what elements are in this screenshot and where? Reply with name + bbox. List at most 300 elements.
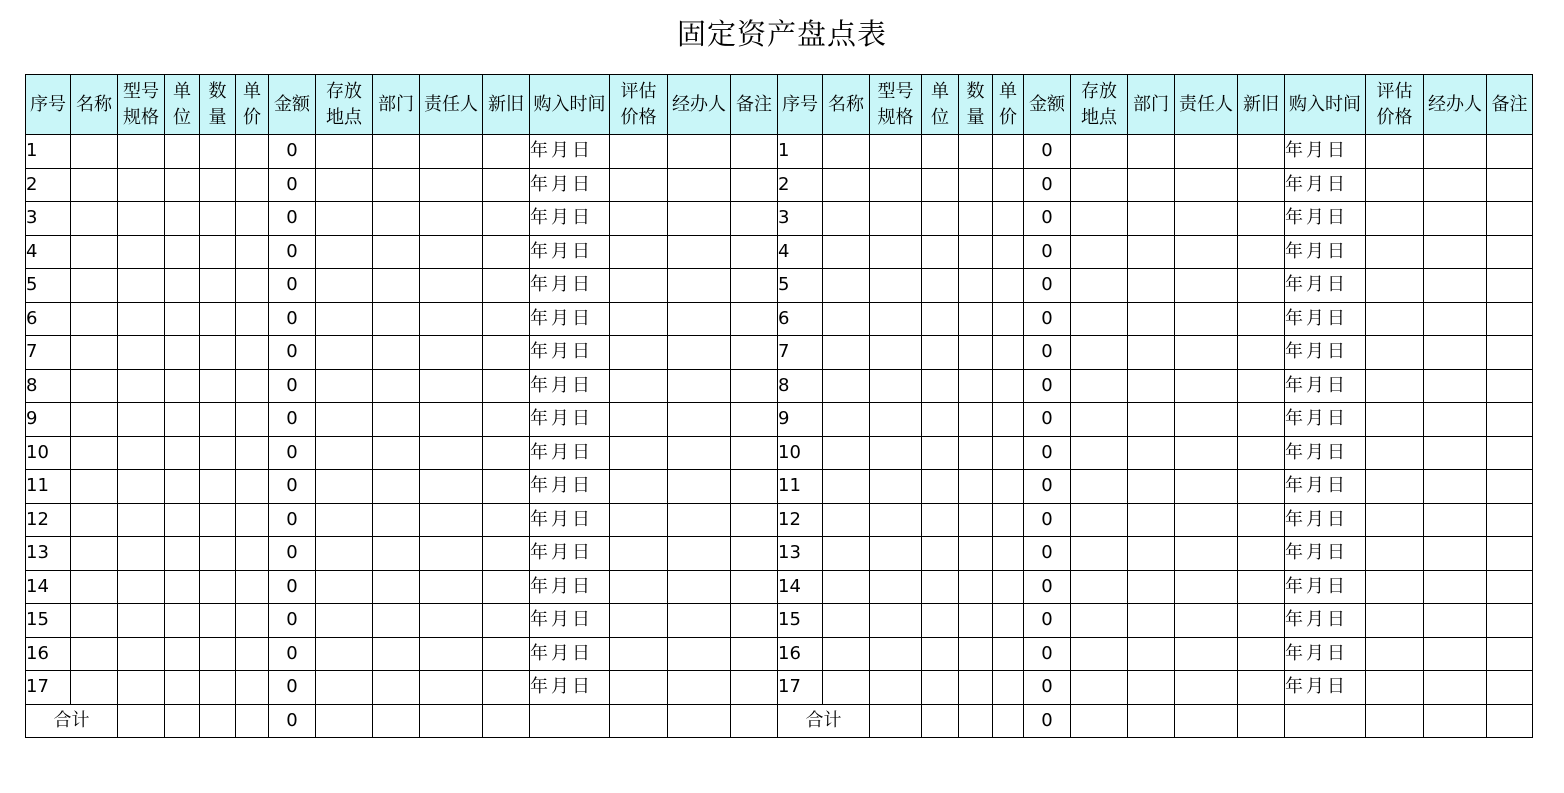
empty-cell [200,436,236,470]
empty-cell [236,168,269,202]
empty-cell [922,168,959,202]
empty-cell [731,168,778,202]
amount-cell: 0 [269,369,316,403]
amount-cell: 0 [1024,336,1071,370]
purchase-date-cell: 年月日 [530,135,610,169]
empty-cell [420,470,483,504]
column-header [165,75,200,135]
empty-cell [1487,403,1533,437]
empty-cell [1071,369,1128,403]
amount-cell: 0 [269,637,316,671]
empty-cell [420,369,483,403]
column-header [1128,75,1175,135]
purchase-date-cell: 年月日 [1285,604,1366,638]
empty-cell [993,302,1024,336]
empty-cell [959,235,993,269]
column-header-text: 购入时间 [533,93,606,115]
empty-cell [316,269,373,303]
purchase-date-cell: 年月日 [530,403,610,437]
empty-cell [959,570,993,604]
amount-cell: 0 [269,537,316,571]
empty-cell [922,704,959,738]
empty-cell [373,403,420,437]
table-row [26,369,1533,403]
table-row [26,336,1533,370]
empty-cell [922,570,959,604]
empty-cell [993,403,1024,437]
purchase-date-cell: 年月日 [530,637,610,671]
column-header [236,75,269,135]
column-header-text: 单 [931,80,949,102]
empty-cell [71,436,118,470]
empty-cell [373,604,420,638]
empty-cell [922,369,959,403]
table-row [26,403,1533,437]
empty-cell [373,269,420,303]
empty-cell [922,269,959,303]
empty-cell [959,470,993,504]
empty-cell [373,470,420,504]
empty-cell [993,336,1024,370]
empty-cell [236,704,269,738]
empty-cell [1175,537,1238,571]
empty-cell [870,570,922,604]
amount-cell: 0 [269,202,316,236]
empty-cell [200,570,236,604]
empty-cell [1128,704,1175,738]
empty-cell [993,135,1024,169]
empty-cell [823,637,870,671]
amount-cell: 0 [269,671,316,705]
purchase-date-cell: 年月日 [530,604,610,638]
empty-cell [165,269,200,303]
empty-cell [668,135,731,169]
empty-cell [316,604,373,638]
column-header-text: 金额 [1029,93,1065,115]
column-header-text: 部门 [1133,93,1169,115]
empty-cell [71,537,118,571]
empty-cell [1128,235,1175,269]
column-header [1366,75,1424,135]
empty-cell [870,135,922,169]
row-number-cell: 16 [778,637,823,671]
column-header-text: 型号 [123,80,159,102]
empty-cell [373,302,420,336]
empty-cell [870,671,922,705]
empty-cell [165,235,200,269]
column-header-text: 序号 [30,93,66,115]
column-header-text: 数 [966,80,985,102]
empty-cell [959,436,993,470]
column-header [1285,75,1366,135]
empty-cell [1487,436,1533,470]
empty-cell [922,604,959,638]
empty-cell [823,235,870,269]
empty-cell [316,135,373,169]
empty-cell [1071,202,1128,236]
empty-cell [118,671,165,705]
empty-cell [200,202,236,236]
empty-cell [236,671,269,705]
empty-cell [731,202,778,236]
row-number-cell: 5 [778,269,823,303]
row-number-cell: 14 [26,570,71,604]
empty-cell [870,436,922,470]
empty-cell [71,403,118,437]
empty-cell [1487,604,1533,638]
empty-cell [731,336,778,370]
column-header [26,75,71,135]
empty-cell [870,637,922,671]
empty-cell [823,168,870,202]
column-header-text: 单 [999,80,1017,102]
column-header-text: 序号 [782,93,818,115]
amount-cell: 0 [1024,570,1071,604]
empty-cell [668,302,731,336]
empty-cell [1424,470,1487,504]
column-header-text: 位 [173,106,191,128]
empty-cell [668,671,731,705]
empty-cell [993,570,1024,604]
empty-cell [1424,537,1487,571]
empty-cell [1487,135,1533,169]
purchase-date-cell: 年月日 [530,436,610,470]
empty-cell [993,269,1024,303]
empty-cell [922,135,959,169]
empty-cell [823,336,870,370]
empty-cell [1487,168,1533,202]
empty-cell [1366,671,1424,705]
purchase-date-cell: 年月日 [1285,503,1366,537]
empty-cell [959,202,993,236]
empty-cell [200,503,236,537]
empty-cell [1366,403,1424,437]
empty-cell [200,235,236,269]
empty-cell [1175,403,1238,437]
table-row [26,503,1533,537]
empty-cell [668,704,731,738]
empty-cell [993,637,1024,671]
empty-cell [165,637,200,671]
empty-cell [483,202,530,236]
empty-cell [373,235,420,269]
empty-cell [483,168,530,202]
amount-cell: 0 [1024,235,1071,269]
empty-cell [1128,302,1175,336]
empty-cell [610,570,668,604]
empty-cell [1238,135,1285,169]
empty-cell [823,403,870,437]
empty-cell [316,436,373,470]
column-header-text: 价 [243,106,261,128]
empty-cell [1424,369,1487,403]
empty-cell [316,369,373,403]
empty-cell [1366,604,1424,638]
empty-cell [1424,671,1487,705]
empty-cell [316,470,373,504]
column-header [373,75,420,135]
empty-cell [1487,671,1533,705]
empty-cell [1238,637,1285,671]
amount-cell: 0 [1024,503,1071,537]
row-number-cell: 1 [26,135,71,169]
row-number-cell: 13 [26,537,71,571]
column-header [959,75,993,135]
column-header-text: 备注 [736,93,772,115]
empty-cell [236,302,269,336]
row-number-cell: 3 [778,202,823,236]
empty-cell [236,470,269,504]
empty-cell [1071,470,1128,504]
empty-cell [1071,604,1128,638]
empty-cell [200,671,236,705]
empty-cell [823,503,870,537]
column-header-text: 经办人 [672,93,726,115]
asset-inventory-table [25,74,1533,738]
empty-cell [1128,470,1175,504]
empty-cell [236,336,269,370]
column-header-text: 评估 [620,80,657,102]
empty-cell [200,302,236,336]
column-header [200,75,236,135]
empty-cell [731,269,778,303]
purchase-date-cell: 年月日 [1285,436,1366,470]
empty-cell [922,403,959,437]
amount-cell: 0 [1024,637,1071,671]
empty-cell [1175,202,1238,236]
row-number-cell: 16 [26,637,71,671]
empty-cell [959,269,993,303]
empty-cell [1366,202,1424,236]
empty-cell [1487,637,1533,671]
empty-cell [1366,336,1424,370]
column-header-text: 存放 [1081,80,1117,102]
empty-cell [483,235,530,269]
row-number-cell: 3 [26,202,71,236]
empty-cell [1128,570,1175,604]
empty-cell [1424,503,1487,537]
empty-cell [993,503,1024,537]
column-header-text: 经办人 [1428,93,1482,115]
empty-cell [483,336,530,370]
empty-cell [1175,336,1238,370]
row-number-cell: 7 [26,336,71,370]
amount-cell: 0 [269,436,316,470]
empty-cell [668,604,731,638]
amount-cell: 0 [269,336,316,370]
empty-cell [610,336,668,370]
empty-cell [1238,537,1285,571]
empty-cell [731,302,778,336]
empty-cell [200,470,236,504]
empty-cell [870,403,922,437]
empty-cell [731,470,778,504]
empty-cell [1238,570,1285,604]
empty-cell [118,604,165,638]
empty-cell [483,403,530,437]
empty-cell [1071,570,1128,604]
empty-cell [71,269,118,303]
empty-cell [118,369,165,403]
empty-cell [870,470,922,504]
empty-cell [200,704,236,738]
table-row [26,671,1533,705]
empty-cell [610,168,668,202]
empty-cell [1071,671,1128,705]
empty-cell [1487,704,1533,738]
empty-cell [483,135,530,169]
table-row [26,537,1533,571]
empty-cell [373,570,420,604]
empty-cell [316,168,373,202]
empty-cell [870,336,922,370]
column-header-text: 金额 [274,93,310,115]
row-number-cell: 7 [778,336,823,370]
empty-cell [993,537,1024,571]
table-row [26,269,1533,303]
table-row [26,302,1533,336]
empty-cell [959,537,993,571]
empty-cell [483,704,530,738]
empty-cell [668,269,731,303]
empty-cell [1366,369,1424,403]
empty-cell [922,436,959,470]
empty-cell [1071,403,1128,437]
empty-cell [1366,637,1424,671]
total-label-cell: 合计 [26,704,118,738]
empty-cell [373,336,420,370]
empty-cell [483,269,530,303]
empty-cell [610,235,668,269]
empty-cell [731,537,778,571]
empty-cell [1175,369,1238,403]
empty-cell [118,704,165,738]
empty-cell [823,570,870,604]
empty-cell [668,336,731,370]
column-header-text: 价 [999,106,1017,128]
purchase-date-cell: 年月日 [530,537,610,571]
amount-cell: 0 [1024,302,1071,336]
empty-cell [71,470,118,504]
column-header [1238,75,1285,135]
empty-cell [1128,369,1175,403]
empty-cell [420,168,483,202]
empty-cell [118,570,165,604]
empty-cell [236,135,269,169]
empty-cell [373,202,420,236]
empty-cell [823,269,870,303]
empty-cell [1071,436,1128,470]
empty-cell [165,570,200,604]
empty-cell [610,470,668,504]
empty-cell [870,168,922,202]
empty-cell [420,503,483,537]
empty-cell [236,403,269,437]
amount-cell: 0 [269,470,316,504]
purchase-date-cell: 年月日 [1285,302,1366,336]
empty-cell [71,168,118,202]
empty-cell [71,671,118,705]
row-number-cell: 5 [26,269,71,303]
empty-cell [870,604,922,638]
empty-cell [1487,235,1533,269]
empty-cell [993,671,1024,705]
purchase-date-cell: 年月日 [530,470,610,504]
amount-cell: 0 [1024,369,1071,403]
column-header-text: 名称 [828,93,864,115]
empty-cell [118,336,165,370]
empty-cell [1128,503,1175,537]
empty-cell [1175,704,1238,738]
empty-cell [668,168,731,202]
table-row [26,168,1533,202]
empty-cell [1366,704,1424,738]
column-header [316,75,373,135]
column-header [870,75,922,135]
empty-cell [1128,403,1175,437]
empty-cell [316,202,373,236]
empty-cell [118,168,165,202]
column-header-text: 量 [208,106,227,128]
empty-cell [483,570,530,604]
column-header-text: 地点 [326,106,362,128]
empty-cell [1487,369,1533,403]
empty-cell [1071,503,1128,537]
column-header-text: 价格 [1376,106,1413,128]
empty-cell [316,704,373,738]
empty-cell [200,168,236,202]
column-header-text: 数 [208,80,227,102]
empty-cell [922,302,959,336]
column-header [993,75,1024,135]
empty-cell [420,704,483,738]
row-number-cell: 11 [778,470,823,504]
empty-cell [483,470,530,504]
empty-cell [1071,135,1128,169]
empty-cell [1487,470,1533,504]
empty-cell [373,537,420,571]
empty-cell [200,269,236,303]
empty-cell [959,671,993,705]
empty-cell [731,436,778,470]
empty-cell [731,503,778,537]
empty-cell [668,470,731,504]
amount-cell: 0 [269,135,316,169]
empty-cell [993,470,1024,504]
column-header [1487,75,1533,135]
purchase-date-cell: 年月日 [1285,235,1366,269]
empty-cell [165,336,200,370]
empty-cell [1238,704,1285,738]
empty-cell [200,537,236,571]
purchase-date-cell: 年月日 [530,168,610,202]
empty-cell [668,369,731,403]
empty-cell [165,537,200,571]
empty-cell [1128,604,1175,638]
column-header-text: 位 [931,106,949,128]
empty-cell [165,168,200,202]
purchase-date-cell: 年月日 [1285,202,1366,236]
empty-cell [1238,235,1285,269]
amount-cell: 0 [1024,135,1071,169]
empty-cell [1238,336,1285,370]
amount-cell: 0 [1024,168,1071,202]
empty-cell [1238,604,1285,638]
empty-cell [823,135,870,169]
empty-cell [165,202,200,236]
empty-cell [1424,168,1487,202]
empty-cell [731,604,778,638]
